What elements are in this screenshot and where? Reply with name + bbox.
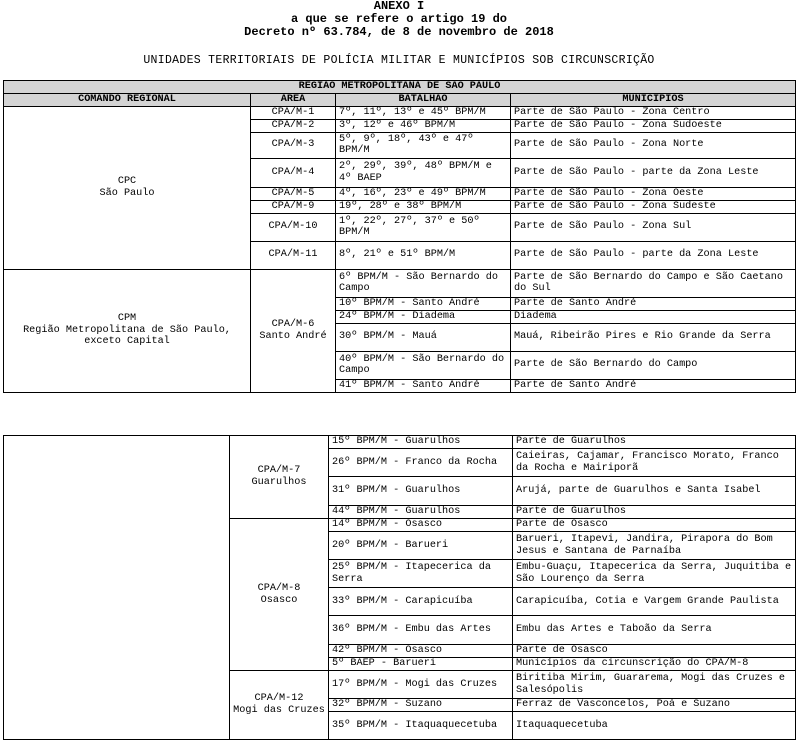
area-cell: CPA/M-10 [251, 213, 336, 241]
municipios-cell: Mauá, Ribeirão Pires e Rio Grande da Serra [511, 323, 796, 351]
area-cpa-m-8 [230, 519, 329, 671]
municipios-cell: Biritiba Mirim, Guararema, Mogi das Cruzes e Salesópolis [513, 671, 796, 699]
batalhao-cell: 24º BPM/M - Diadema [336, 310, 511, 323]
area-cpa-m-12 [230, 671, 329, 740]
municipios-cell: Barueri, Itapevi, Jandira, Pirapora do Bom Jesus e Santana de Parnaíba [513, 532, 796, 560]
municipios-cell: Parte de Santo André [511, 379, 796, 392]
municipios-cell: Parte de Osasco [513, 645, 796, 658]
municipios-cell: Caieiras, Cajamar, Francisco Morato, Franco da Rocha e Mairiporã [513, 449, 796, 477]
municipios-cell: Municípios da circunscrição do CPA/M-8 [513, 658, 796, 671]
area-code: CPA/M-6 [271, 319, 315, 330]
area-cell: CPA/M-4 [251, 158, 336, 187]
column-header-batalhao: BATALHÃO [336, 94, 511, 107]
area-cell: CPA/M-1 [251, 107, 336, 120]
comando-name: Região Metropolitana de São Paulo, exceto Capital [23, 324, 231, 348]
area-cell: CPA/M-2 [251, 119, 336, 132]
batalhao-cell: 35º BPM/M - Itaquaquecetuba [329, 712, 513, 740]
batalhao-cell: 20º BPM/M - Barueri [329, 532, 513, 560]
municipios-cell: Parte de São Paulo - Zona Norte [511, 132, 796, 158]
decree-title: Decreto nº 63.784, de 8 de novembro de 2018 [244, 25, 554, 39]
municipios-cell: Itaquaquecetuba [513, 712, 796, 740]
batalhao-cell: 41º BPM/M - Santo André [336, 379, 511, 392]
comando-cpc [4, 107, 251, 270]
batalhao-cell: 7º, 11º, 13º e 45º BPM/M [336, 107, 511, 120]
area-cell: CPA/M-11 [251, 241, 336, 269]
batalhao-cell: 5º BAEP - Barueri [329, 658, 513, 671]
municipios-cell: Parte de São Paulo - Zona Sudoeste [511, 119, 796, 132]
batalhao-cell: 44º BPM/M - Guarulhos [329, 506, 513, 519]
municipios-cell: Parte de São Paulo - parte da Zona Leste [511, 241, 796, 269]
area-cpa-m-6 [251, 269, 336, 392]
municipios-cell: Carapicuíba, Cotia e Vargem Grande Paulista [513, 588, 796, 616]
municipios-cell: Parte de Guarulhos [513, 436, 796, 449]
batalhao-cell: 10º BPM/M - Santo André [336, 297, 511, 310]
batalhao-cell: 25º BPM/M - Itapecerica da Serra [329, 560, 513, 588]
batalhao-cell: 26º BPM/M - Franco da Rocha [329, 449, 513, 477]
batalhao-cell: 14º BPM/M - Osasco [329, 519, 513, 532]
municipios-cell: Parte de Osasco [513, 519, 796, 532]
batalhao-cell: 36º BPM/M - Embu das Artes [329, 616, 513, 645]
municipios-cell: Parte de São Paulo - Zona Centro [511, 107, 796, 120]
municipios-cell: Embu-Guaçu, Itapecerica da Serra, Juquitiba e São Lourenço da Serra [513, 560, 796, 588]
area-code: CPA/M-12 [254, 693, 304, 705]
municipios-cell: Diadema [511, 310, 796, 323]
units-table-1 [3, 80, 796, 393]
batalhao-cell: 8º, 21º e 51º BPM/M [336, 241, 511, 269]
municipios-cell: Parte de São Bernardo do Campo e São Caetano do Sul [511, 269, 796, 297]
area-name: Santo André [259, 330, 327, 342]
batalhao-cell: 15º BPM/M - Guarulhos [329, 436, 513, 449]
municipios-cell: Ferraz de Vasconcelos, Poá e Suzano [513, 699, 796, 712]
municipios-cell: Parte de São Paulo - Zona Sudeste [511, 200, 796, 213]
batalhao-cell: 4º, 16º, 23º e 49º BPM/M [336, 187, 511, 200]
comando-cell-blank [4, 436, 230, 740]
area-cpa-m-7 [230, 436, 329, 519]
annex-title: ANEXO I [373, 0, 425, 13]
comando-cpm [4, 269, 251, 392]
batalhao-cell: 31º BPM/M - Guarulhos [329, 477, 513, 506]
comando-name: São Paulo [99, 187, 155, 199]
batalhao-cell: 3º, 12º e 46º BPM/M [336, 119, 511, 132]
area-cell: CPA/M-5 [251, 187, 336, 200]
area-cell: CPA/M-3 [251, 132, 336, 158]
comando-code: CPM [117, 313, 137, 325]
annex-reference: a que se refere o artigo 19 do [290, 12, 508, 26]
document-subtitle: UNIDADES TERRITORIAIS DE POLÍCIA MILITAR E MUNICÍPIOS SOB CIRCUNSCRIÇÃO [143, 54, 655, 67]
municipios-cell: Parte de São Paulo - parte da Zona Leste [511, 158, 796, 187]
batalhao-cell: 17º BPM/M - Mogi das Cruzes [329, 671, 513, 699]
units-table-2 [3, 435, 796, 740]
area-cell: CPA/M-9 [251, 200, 336, 213]
municipios-cell: Parte de Santo André [511, 297, 796, 310]
batalhao-cell: 30º BPM/M - Mauá [336, 323, 511, 351]
batalhao-cell: 2º, 29º, 39º, 48º BPM/M e 4º BAEP [336, 158, 511, 187]
area-code: CPA/M-8 [257, 582, 301, 594]
batalhao-cell: 33º BPM/M - Carapicuíba [329, 588, 513, 616]
comando-code: CPC [117, 176, 137, 188]
municipios-cell: Parte de São Paulo - Zona Oeste [511, 187, 796, 200]
batalhao-cell: 42º BPM/M - Osasco [329, 645, 513, 658]
batalhao-cell: 1º, 22º, 27º, 37º e 50º BPM/M [336, 213, 511, 241]
column-header-area: ÁREA [251, 94, 336, 107]
region-header: REGIÃO METROPOLITANA DE SÃO PAULO [4, 81, 796, 94]
municipios-cell: Parte de Guarulhos [513, 506, 796, 519]
batalhao-cell: 32º BPM/M - Suzano [329, 699, 513, 712]
column-header-comando: COMANDO REGIONAL [4, 94, 251, 107]
batalhao-cell: 40º BPM/M - São Bernardo do Campo [336, 351, 511, 379]
area-code: CPA/M-7 [257, 465, 301, 477]
municipios-cell: Embu das Artes e Taboão da Serra [513, 616, 796, 645]
municipios-cell: Parte de São Paulo - Zona Sul [511, 213, 796, 241]
municipios-cell: Arujá, parte de Guarulhos e Santa Isabel [513, 477, 796, 506]
area-name: Mogi das Cruzes [233, 705, 325, 716]
batalhao-cell: 5º, 9º, 18º, 43º e 47º BPM/M [336, 132, 511, 158]
area-name: Guarulhos [251, 477, 307, 488]
area-name: Osasco [260, 594, 298, 606]
column-header-municipios: MUNICÍPIOS [511, 94, 796, 107]
batalhao-cell: 6º BPM/M - São Bernardo do Campo [336, 269, 511, 297]
municipios-cell: Parte de São Bernardo do Campo [511, 351, 796, 379]
batalhao-cell: 19º, 28º e 38º BPM/M [336, 200, 511, 213]
